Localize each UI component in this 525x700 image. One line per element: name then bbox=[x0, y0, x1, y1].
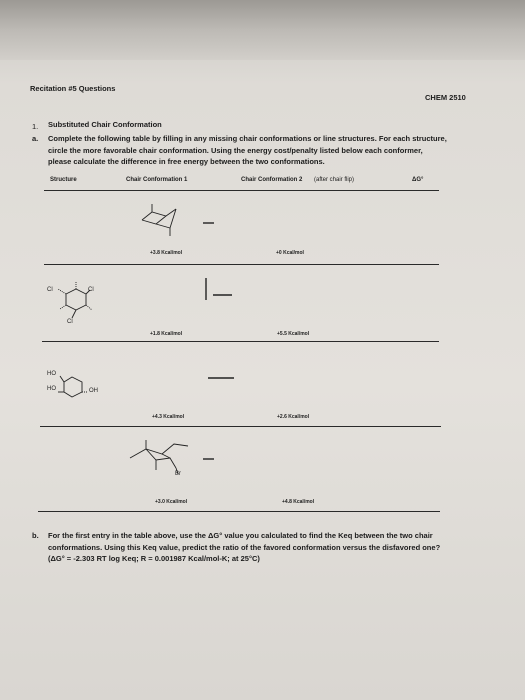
row4-conf2-energy: +4.8 Kcal/mol bbox=[282, 499, 315, 505]
row3-line-structure bbox=[58, 376, 88, 397]
column-header-chair-1: Chair Conformation 1 bbox=[126, 177, 188, 183]
part-b-letter: b. bbox=[32, 531, 39, 540]
row4-bromine-label: Br bbox=[175, 471, 181, 477]
row1-conf2-energy: +0 Kcal/mol bbox=[276, 250, 304, 256]
question-number: 1. bbox=[32, 122, 39, 131]
worksheet-title: Recitation #5 Questions bbox=[30, 84, 116, 93]
row3-conf1-energy: +4.3 Kcal/mol bbox=[152, 414, 185, 420]
row1-chair-structure bbox=[142, 204, 176, 236]
course-code: CHEM 2510 bbox=[425, 93, 466, 102]
row4-conf1-energy: +3.0 Kcal/mol bbox=[155, 499, 188, 505]
row3-hydroxyl-label-right: OH bbox=[89, 388, 98, 394]
part-b-instructions: For the first entry in the table above, use the ΔG° value you calculated to find the Keq between the two chair conformations. Using this Keq value, predict the ratio of the favored conformation versus the disfavored one? (ΔG° = -2.303 RT log Keq; R = 0.001987 Kcal/mol-K; at 25°C) bbox=[48, 531, 441, 563]
column-header-chair-2: Chair Conformation 2 bbox=[241, 177, 303, 183]
column-header-delta-g: ΔG° bbox=[412, 177, 424, 183]
row4-chair-structure bbox=[130, 440, 188, 474]
column-header-structure: Structure bbox=[50, 177, 77, 183]
part-a-letter: a. bbox=[32, 134, 39, 143]
row1-conf1-energy: +3.8 Kcal/mol bbox=[150, 250, 183, 256]
column-header-chair-flip: (after chair flip) bbox=[314, 177, 355, 183]
row2-conf2-energy: +5.5 Kcal/mol bbox=[277, 331, 310, 337]
part-a-instructions: Complete the following table by filling in any missing chair conformations or line structures. For each structure, circle the more favorable chair conformation. Using the energy cost/penalty listed below each conformer, please calculate the difference in free energy between the two conformations. bbox=[48, 134, 447, 166]
row3-hydroxyl-label-top: HO bbox=[47, 371, 56, 377]
row2-chlorine-label-left: Cl bbox=[47, 287, 53, 293]
row2-chlorine-label-right: Cl bbox=[88, 287, 94, 293]
row3-hydroxyl-label-left: HO bbox=[47, 386, 56, 392]
row2-conf1-energy: +1.8 Kcal/mol bbox=[150, 331, 183, 337]
question-title: Substituted Chair Conformation bbox=[48, 120, 162, 129]
row2-line-structure bbox=[58, 281, 92, 318]
row3-conf2-energy: +2.6 Kcal/mol bbox=[277, 414, 310, 420]
row2-chlorine-label-bottom: Cl bbox=[67, 319, 73, 325]
